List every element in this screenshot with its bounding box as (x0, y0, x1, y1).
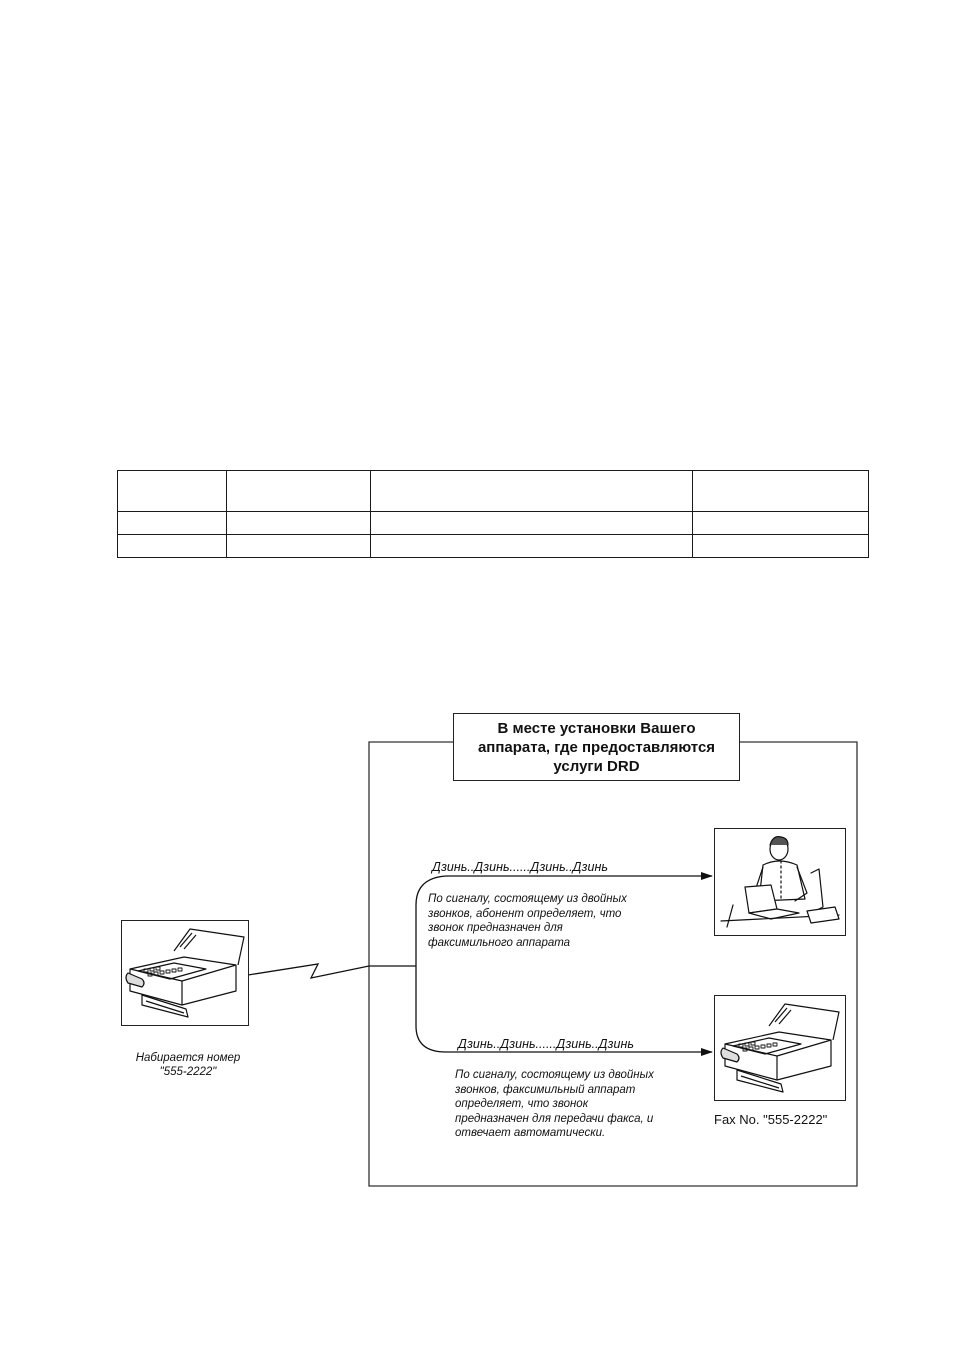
caller-caption-line: Набирается номер (135, 1052, 241, 1064)
desc-line: звонков, факсимильный аппарат (455, 1083, 636, 1096)
desc-line: По сигналу, состоящему из двойных (428, 893, 627, 905)
desc-line: факсимильного аппарата (428, 936, 571, 949)
phone-line (248, 964, 416, 978)
person-at-computer-icon (715, 829, 844, 934)
desc-line: предназначен для передачи факса, и (455, 1112, 654, 1125)
desc-line: звонков, абонент определяет, что (428, 907, 622, 920)
ring-pattern-bottom: Дзинь..Дзинь......Дзинь..Дзинь (458, 1037, 634, 1051)
desc-top (428, 892, 683, 950)
desc-bottom (455, 1068, 710, 1141)
desc-line: звонок предназначен для (428, 922, 563, 934)
caller-caption-line: "555-2222" (159, 1066, 217, 1078)
fax-number-caption: Fax No. "555-2222" (714, 1112, 828, 1127)
desc-line: определяет, что звонок (455, 1098, 589, 1110)
fax-machine-icon (715, 996, 844, 1099)
person-illustration (714, 828, 846, 936)
ring-pattern-top: Дзинь..Дзинь......Дзинь..Дзинь (432, 860, 608, 874)
desc-line: отвечает автоматически. (455, 1127, 606, 1139)
location-title-box (453, 713, 740, 781)
fax-machine-icon (122, 921, 247, 1024)
receiver-fax-illustration (714, 995, 846, 1101)
caller-caption (118, 1051, 258, 1079)
location-title-line: услуги DRD (553, 757, 640, 775)
location-title-line: аппарата, где предоставляются (477, 738, 716, 756)
desc-line: По сигналу, состоящему из двойных (455, 1069, 654, 1081)
caller-fax-illustration (121, 920, 249, 1026)
location-title-line: В месте установки Вашего (497, 719, 696, 737)
